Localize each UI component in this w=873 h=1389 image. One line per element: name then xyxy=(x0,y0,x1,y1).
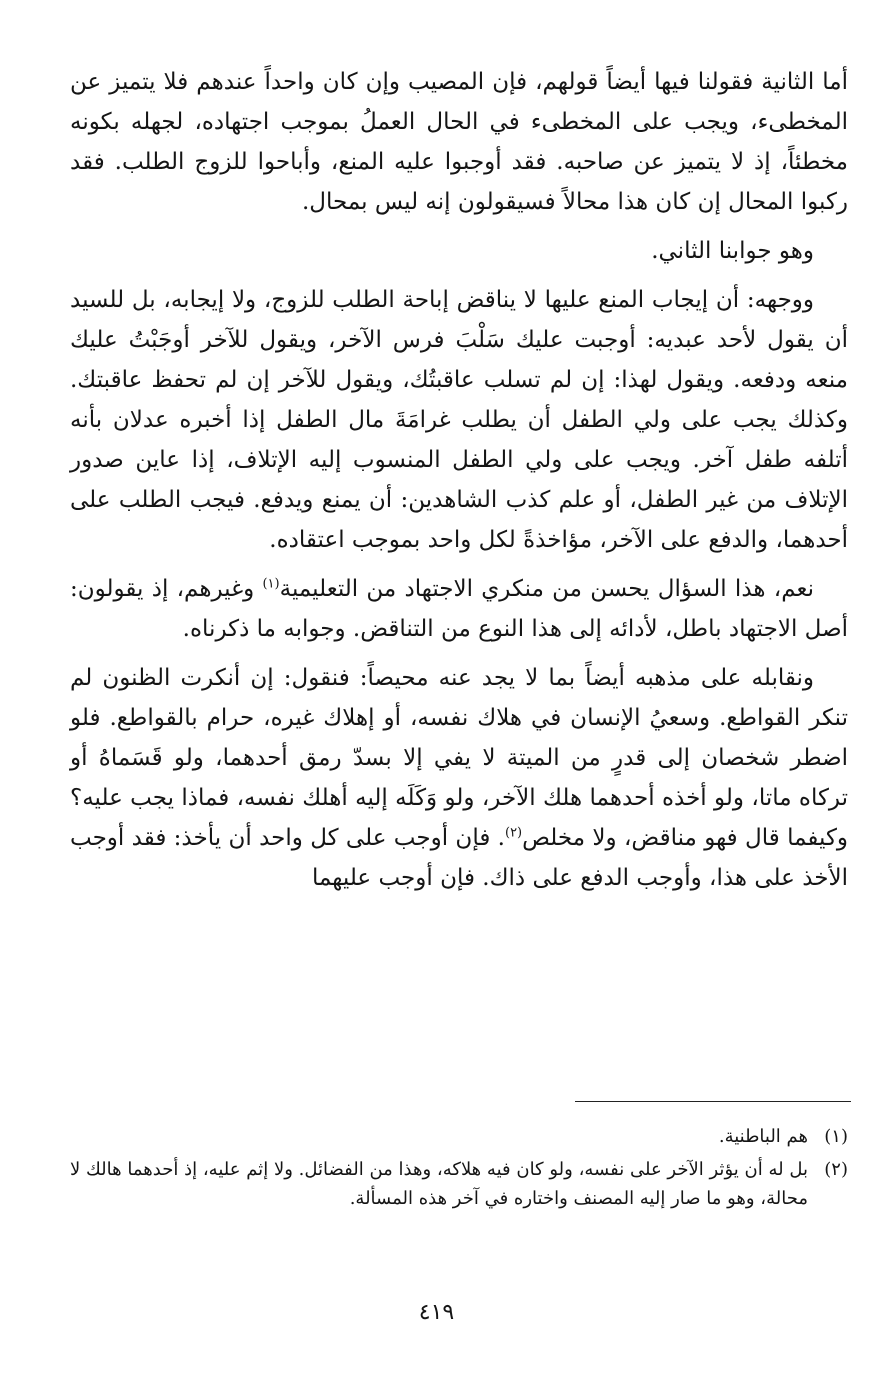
paragraph-5 xyxy=(70,658,848,898)
footnote-text: هم الباطنية. xyxy=(718,1126,808,1147)
footnote-divider xyxy=(575,1101,851,1102)
footnote-2 xyxy=(70,1155,848,1213)
main-text xyxy=(70,62,848,907)
footnote-number: (٢) xyxy=(824,1159,848,1180)
footnotes xyxy=(70,1122,848,1217)
footnote-ref-1: (١) xyxy=(262,576,280,592)
footnote-number: (١) xyxy=(824,1126,848,1147)
paragraph-3: ووجهه: أن إيجاب المنع عليها لا يناقض إباحة الطلب للزوج، ولا إيجابه، بل للسيد أن يقول لأحد عبديه: أوجبت عليك سَلْبَ فرس الآخر، ويقول للآخر أوجَبْتُ عليك منعه ودفعه. ويقول لهذا: إن لم تسلب عاقبتُك، ويقول للآخر إن لم تحفظ عاقبتك. وكذلك يجب على ولي الطفل أن يطلب غرامَةَ مال الطفل إذا أخبره عدلان بأنه أتلفه طفل آخر. ويجب على ولي الطفل المنسوب إليه الإتلاف، إذا عاين صدور الإتلاف من غير الطفل، أو علم كذب الشاهدين: أن يمنع ويدفع. فيجب الطلب على أحدهما، والدفع على الآخر، مؤاخذةً لكل واحد بموجب اعتقاده. xyxy=(70,287,848,553)
paragraph-4-text-a: نعم، هذا السؤال يحسن من منكري الاجتهاد من التعليمية xyxy=(279,576,814,602)
footnote-1 xyxy=(70,1122,848,1151)
paragraph-5-text-b: . فإن أوجب على كل واحد أن يأخذ: فقد أوجب الأخذ على هذا، وأوجب الدفع على ذاك. فإن أوجب عليهما xyxy=(70,825,848,891)
paragraph-4-text-b: وغيرهم، إذ يقولون: أصل الاجتهاد باطل، لأدائه إلى هذا النوع من التناقض. وجوابه ما ذكرناه. xyxy=(70,576,848,642)
paragraph-4 xyxy=(70,569,848,649)
paragraph-2: وهو جوابنا الثاني. xyxy=(651,238,814,264)
page-number: ٤١٩ xyxy=(418,1300,455,1325)
footnote-text: بل له أن يؤثر الآخر على نفسه، ولو كان فيه هلاكه، وهذا من الفضائل. ولا إثم عليه، إذ أحدهما هالك لا محالة، وهو ما صار إليه المصنف واختاره في آخر هذه المسألة. xyxy=(70,1159,808,1209)
footnote-ref-2: (٢) xyxy=(504,825,523,841)
paragraph-1: أما الثانية فقولنا فيها أيضاً قولهم، فإن المصيب وإن كان واحداً عندهم فلا يتميز عن المخطىء، ويجب على المخطىء في الحال العملُ بموجب اجتهاده، لجهله بكونه مخطئاً، إذ لا يتميز عن صاحبه. فقد أوجبوا عليه المنع، وأباحوا للزوج الطلب. فقد ركبوا المحال إن كان هذا محالاً فسيقولون إنه ليس بمحال. xyxy=(70,69,848,215)
paragraph-5-text-a: ونقابله على مذهبه أيضاً بما لا يجد عنه محيصاً: فنقول: إن أنكرت الظنون لم تنكر القواطع. وسعيُ الإنسان في هلاك نفسه، أو إهلاك غيره، حرام بالقواطع. فلو اضطر شخصان إلى قدرٍ من الميتة لا يفي إلا بسدّ رمق أحدهما، ولو قَسَماهُ أو تركاه ماتا، ولو أخذه أحدهما هلك الآخر، ولو وَكَلَه إليه أهلك نفسه، فماذا يجب عليه؟ وكيفما قال فهو مناقض، ولا مخلص xyxy=(70,665,849,851)
